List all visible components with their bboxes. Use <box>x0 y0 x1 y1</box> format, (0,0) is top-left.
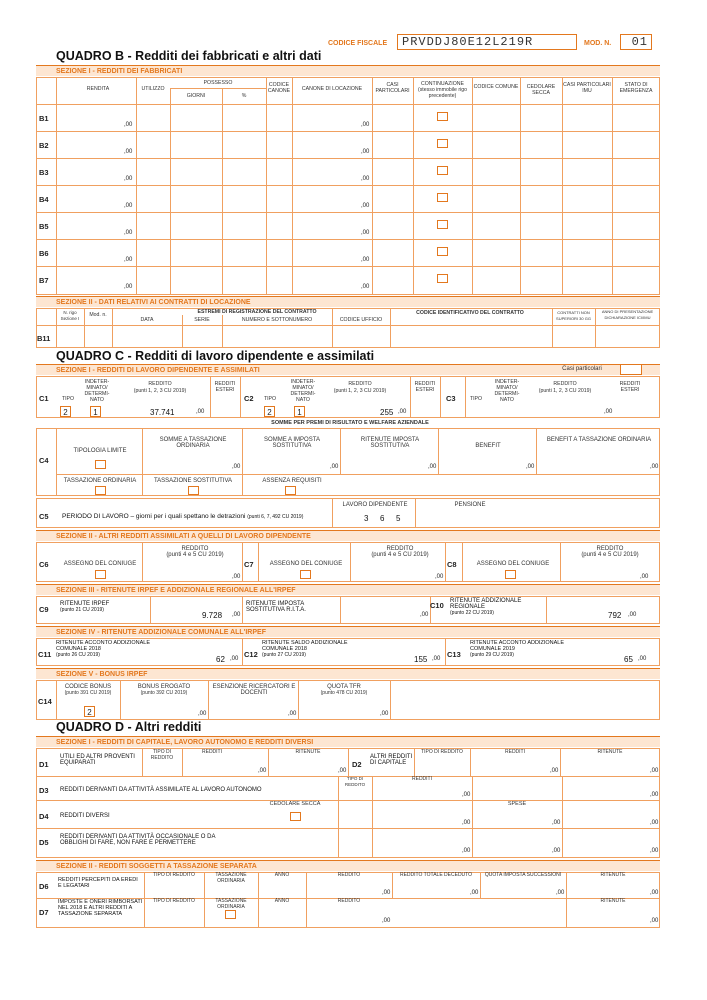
row-b1: B1 <box>39 114 49 123</box>
c9-c10-grid <box>36 596 660 624</box>
col-stato-emergenza: STATO DI EMERGENZA <box>619 82 653 94</box>
quadro-d-section-1: SEZIONE I - REDDITI DI CAPITALE, LAVORO AUTONOMO E REDDITI DIVERSI <box>36 736 660 747</box>
row-c3: C3 <box>446 394 456 403</box>
continuazione-checkbox[interactable] <box>437 220 448 229</box>
row-b2: B2 <box>39 141 49 150</box>
quadro-c-section-1: SEZIONE I - REDDITI DI LAVORO DIPENDENTE E ASSIMILATI <box>36 364 660 375</box>
continuazione-checkbox[interactable] <box>437 112 448 121</box>
c1-indeterminato[interactable]: 1 <box>90 406 101 417</box>
c5-periodo-label: PERIODO DI LAVORO – giorni per i quali spettano le detrazioni (punti 6, 7, 492 CU 2019) <box>62 513 304 520</box>
continuazione-checkbox[interactable] <box>437 274 448 283</box>
quadro-c-section-3: SEZIONE III - RITENUTE IRPEF E ADDIZIONALE REGIONALE ALL'IRPEF <box>36 584 660 595</box>
mod-number-field[interactable]: 01 <box>620 34 652 50</box>
mod-number-label: MOD. N. <box>584 40 612 47</box>
col-continuazione: CONTINUAZIONE (stesso immobile rigo precedente) <box>417 81 467 99</box>
row-b11: B11 <box>37 334 51 343</box>
c5-giorno-1[interactable]: 3 <box>364 514 369 523</box>
continuazione-checkbox[interactable] <box>437 139 448 148</box>
c13-value[interactable]: 65 <box>624 655 633 664</box>
premi-title: SOMME PER PREMI DI RISULTATO E WELFARE AZIENDALE <box>271 420 429 426</box>
col-cedolare: CEDOLARE SECCA <box>526 84 556 96</box>
col-possesso: POSSESSO <box>203 80 233 86</box>
col-utilizzo: UTILIZZO <box>141 86 165 92</box>
codice-fiscale-label: CODICE FISCALE <box>328 40 388 47</box>
c5-giorno-3[interactable]: 5 <box>396 514 401 523</box>
quadro-b-section-2: SEZIONE II - DATI RELATIVI AI CONTRATTI DI LOCAZIONE <box>36 296 660 307</box>
tax-form-page: CODICE FISCALE PRVDDJ80E12L219R MOD. N. 01 QUADRO B - Redditi dei fabbricati e altri dati SEZIONE I - REDDITI DEI FABBRICATI RENDITA UTILIZZO POSSESSO GIORNI % CODICE CANONE CANONE DI LOCAZIONE CASI PARTICOLARI CONTINUAZIONE (stesso immobile rigo precedente) CODICE COMUNE CEDOLARE SECCA CASI PARTICOLARI IMU STATO DI EMERGENZA B1 ,00 ,00 B2 ,00 ,00 B3 ,00 ,00 B4 ,00 ,00 B5 ,00 ,00 B6 ,00 ,00 B7 ,00 ,00 SEZIONE II - DATI RELATIVI AI CONTRATTI DI LOCAZIONE N. rigo Sezione I Mod. n. DATA ESTREMI DI REGISTRAZIONE DEL CONTRATTO SERIE NUMERO E SOTTONUMERO CODICE UFFICIO CODICE IDENTIFICATIVO DEL CONTRATTO CONTRATTI NON SUPERIORI 30 GG ANNO DI PRESENTAZIONE DICHIARAZIONE ICI/IMU B11 QUADRO C - Redditi di lavoro dipendente e assimilati SEZIONE I - REDDITI DI LAVORO DIPENDENTE E ASSIMILATI Casi particolari C1 TIPO INDETER-MINATO/ DETERMI-NATO REDDITO (punti 1, 2, 3 CU 2019) REDDITI ESTERI 2 1 37.741 ,00 C2 TIPO INDETER-MINATO/ DETERMI-NATO REDDITO (punti 1, 2, 3 CU 2019) REDDITI ESTERI 2 1 255 ,00 C3 TIPO INDETER-MINATO/ DETERMI-NATO REDDITO (punti 1, 2, 3 CU 2019) REDDITI ESTERI ,00 SOMME PER PREMI DI RISULTATO E WELFARE AZIENDALE C4 TIPOLOGIA LIMITE SOMME A TASSAZIONE ORDINARIA SOMME A IMPOSTA SOSTITUTIVA RITENUTE IMPOSTA SOSTITUTIVA BENEFIT BENEFIT A TASSAZIONE ORDINARIA ,00 ,00 ,00 ,00 ,00 TASSAZIONE ORDINARIA TASSAZIONE SOSTITUTIVA ASSENZA REQUISITI C5 PERIODO DI LAVORO – giorni per i quali spettano le detrazioni (punti 6, 7, 492 CU 2019) LAVORO DIPENDENTE PENSIONE 3 6 5 SEZIONE II - ALTRI REDDITI ASSIMILATI A QUELLI DI LAVORO DIPENDENTE C6 C7 C8 ASSEGNO DEL CONIUGE ASSEGNO DEL CONIUGE ASSEGNO DEL CONIUGE REDDITO (punti 4 e 5 CU 2019) REDDITO (punti 4 e 5 CU 2019) REDDITO (punti 4 e 5 CU 2019) ,00 ,00 ,00 SEZIONE III - RITENUTE IRPEF E ADDIZIONALE REGIONALE ALL'IRPEF C9 RITENUTE IRPEF (punto 21 CU 2019) 9.728 ,00 RITENUTE IMPOSTA SOSTITUTIVA R.I.T.A. ,00 C10 RITENUTE ADDIZIONALE REGIONALE (punto 22 CU 2019) 792 ,00 SEZIONE IV - RITENUTE ADDIZIONALE COMUNALE ALL'IRPEF C11 RITENUTE ACCONTO ADDIZIONALE COMUNALE 2018 (punto 26 CU 2019) 62 ,00 C12 RITENUTE SALDO ADDIZIONALE COMUNALE 2018 (punto 27 CU 2019) 155 ,00 C13 RITENUTE ACCONTO ADDIZIONALE COMUNALE 2019 (punto 29 CU 2019) 65 ,00 SEZIONE V - BONUS IRPEF C14 CODICE BONUS (punto 391 CU 2019) 2 BONUS EROGATO (punto 392 CU 2019) ,00 ESENZIONE RICERCATORI E DOCENTI ,00 QUOTA TFR (punto 478 CU 2019) ,00 QUADRO D - Altri redditi SEZIONE I - REDDITI DI CAPITALE, LAVORO AUTONOMO E REDDITI DIVERSI D1 UTILI ED ALTRI PROVENTI EQUIPARATI TIPO DI REDDITO REDDITI RITENUTE ,00 ,00 D2 ALTRI REDDITI DI CAPITALE TIPO DI REDDITO REDDITI RITENUTE ,00 ,00 TIPO DI REDDITO REDDITI D3 REDDITI DERIVANTI DA ATTIVITÀ ASSIMILATE AL LAVORO AUTONOMO ,00 ,00 D4 REDDITI DIVERSI CEDOLARE SECCA SPESE ,00 ,00 ,00 D5 REDDITI DERIVANTI DA ATTIVITÀ OCCASIONALE O DA OBBLIGHI DI FARE, NON FARE E PERMETTERE ,00 ,00 ,00 SEZIONE II - REDDITI SOGGETTI A TASSAZIONE SEPARATA D6 REDDITI PERCEPITI DA EREDI E LEGATARI TIPO DI REDDITO TASSAZIONE ORDINARIA ANNO REDDITO REDDITO TOTALE DECEDUTO QUOTA IMPOSTA SUCCESSIONI RITENUTE ,00 ,00 ,00 ,00 D7 IMPOSTE E ONERI RIMBORSATI NEL 2018 E ALTRI REDDITI A TASSAZIONE SEPARATA TIPO DI REDDITO TASSAZIONE ORDINARIA ANNO REDDITO RITENUTE ,00 ,00 <box>0 0 707 1000</box>
row-b3: B3 <box>39 168 49 177</box>
row-c2: C2 <box>244 394 254 403</box>
quadro-d-title: QUADRO D - Altri redditi <box>56 720 202 734</box>
row-c5: C5 <box>39 512 49 521</box>
quadro-c-section-5: SEZIONE V - BONUS IRPEF <box>36 668 660 679</box>
col-casi: CASI PARTICOLARI <box>375 82 410 94</box>
quadro-b-title: QUADRO B - Redditi dei fabbricati e altri dati <box>56 49 322 63</box>
col-canone: CANONE DI LOCAZIONE <box>301 86 363 92</box>
row-b7: B7 <box>39 276 49 285</box>
row-b5: B5 <box>39 222 49 231</box>
c2-reddito[interactable]: 255 <box>380 408 394 417</box>
continuazione-checkbox[interactable] <box>437 193 448 202</box>
c1-tipo[interactable]: 2 <box>60 406 71 417</box>
c2-tipo[interactable]: 2 <box>264 406 275 417</box>
c5-giorno-2[interactable]: 6 <box>380 514 385 523</box>
quadro-c-title: QUADRO C - Redditi di lavoro dipendente e assimilati <box>56 349 375 363</box>
casi-particolari-box[interactable] <box>620 364 642 375</box>
continuazione-checkbox[interactable] <box>437 166 448 175</box>
continuazione-checkbox[interactable] <box>437 247 448 256</box>
quadro-c-section-4: SEZIONE IV - RITENUTE ADDIZIONALE COMUNALE ALL'IRPEF <box>36 626 660 637</box>
row-b4: B4 <box>39 195 49 204</box>
row-c1: C1 <box>39 394 49 403</box>
codice-fiscale-field[interactable]: PRVDDJ80E12L219R <box>397 34 577 50</box>
quadro-b-section-1: SEZIONE I - REDDITI DEI FABBRICATI <box>36 65 660 76</box>
col-codice-comune: CODICE COMUNE <box>473 84 519 90</box>
quadro-d-section-2: SEZIONE II - REDDITI SOGGETTI A TASSAZIONE SEPARATA <box>36 860 660 871</box>
c14-codice-bonus[interactable]: 2 <box>84 706 95 717</box>
col-percent: % <box>241 93 247 99</box>
c2-indeterminato[interactable]: 1 <box>294 406 305 417</box>
c9-value[interactable]: 9.728 <box>202 611 223 620</box>
c1-reddito[interactable]: 37.741 <box>150 408 175 417</box>
c12-value[interactable]: 155 <box>414 655 428 664</box>
c11-value[interactable]: 62 <box>216 655 225 664</box>
col-rendita: RENDITA <box>86 86 110 92</box>
quadro-c-section-2: SEZIONE II - ALTRI REDDITI ASSIMILATI A QUELLI DI LAVORO DIPENDENTE <box>36 530 660 541</box>
c10-value[interactable]: 792 <box>608 611 622 620</box>
col-giorni: GIORNI <box>186 93 206 99</box>
col-codice-canone: CODICE CANONE <box>267 82 291 94</box>
col-casi-imu: CASI PARTICOLARI IMU <box>563 82 611 94</box>
row-b6: B6 <box>39 249 49 258</box>
row-c4: C4 <box>39 456 49 465</box>
